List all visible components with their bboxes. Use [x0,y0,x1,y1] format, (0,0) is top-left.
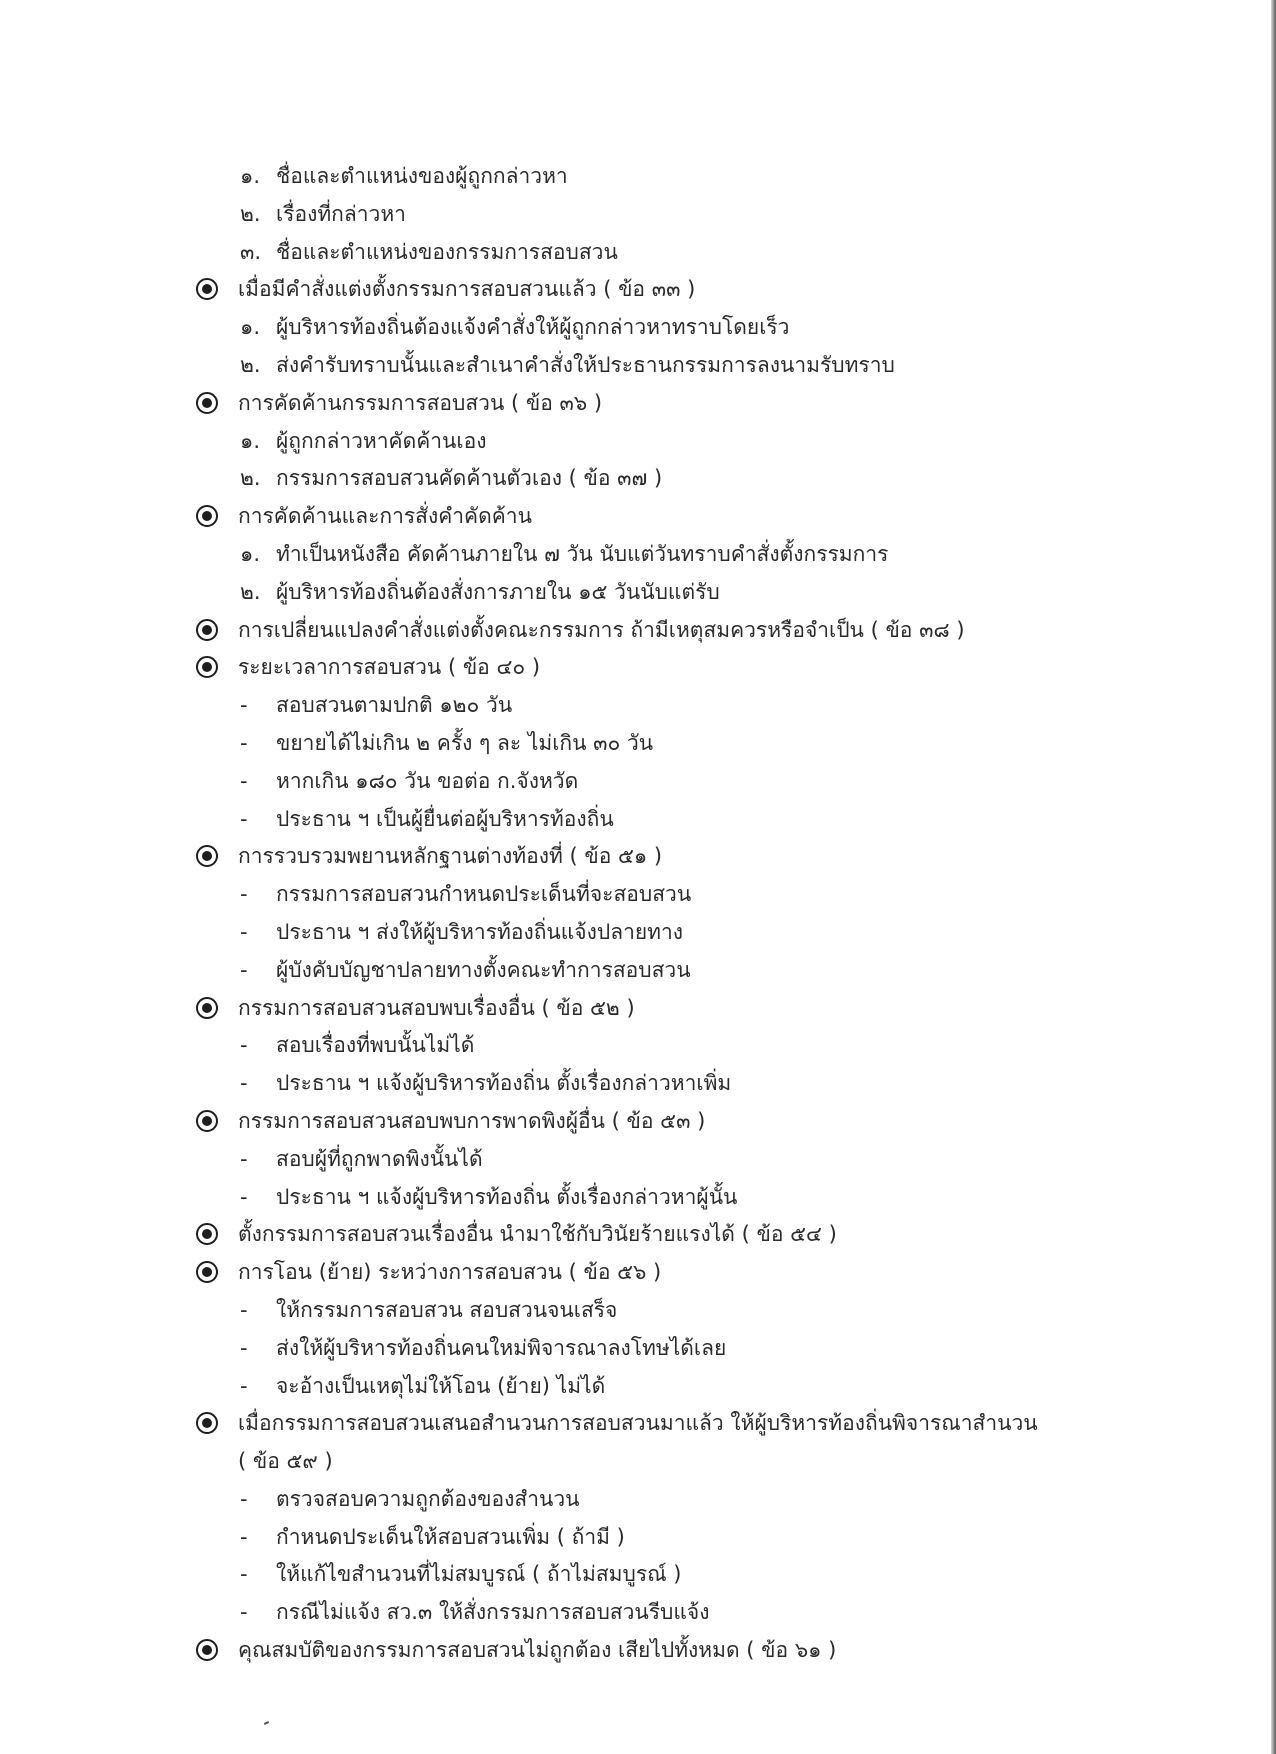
numbered-item [0,234,1200,272]
numbered-item [0,574,1200,612]
continuation-line [0,1443,1200,1481]
item-number: ๑. [240,541,261,566]
line-text: ประธาน ฯ ส่งให้ผู้บริหารท้องถิ่นแจ้งปลายทาง [276,919,684,944]
line-text: กรรมการสอบสวนคัดค้านตัวเอง ( ข้อ ๓๗ ) [276,466,663,491]
dash-marker: - [240,730,248,755]
line-text: ผู้บริหารท้องถิ่นต้องสั่งการภายใน ๑๕ วันนับแต่รับ [276,579,720,604]
bullet-heading [0,271,1200,309]
dash-marker: - [240,1373,248,1398]
line-text: ผู้ถูกกล่าวหาคัดค้านเอง [276,428,487,453]
line-text: การโอน (ย้าย) ระหว่างการสอบสวน ( ข้อ ๕๖ ) [238,1260,662,1285]
line-text: ระยะเวลาการสอบสวน ( ข้อ ๔๐ ) [238,655,541,680]
dash-marker: - [240,1335,248,1360]
dash-item [0,876,1200,914]
numbered-item [0,158,1200,196]
circle-bullet-icon [196,1223,218,1245]
dash-marker: - [240,1486,248,1511]
circle-bullet-icon [196,505,218,527]
line-text: กำหนดประเด็นให้สอบสวนเพิ่ม ( ถ้ามี ) [276,1524,625,1549]
document-page [0,158,1200,1670]
circle-bullet-icon [196,1639,218,1661]
line-text: ตั้งกรรมการสอบสวนเรื่องอื่น นำมาใช้กับวินัยร้ายแรงได้ ( ข้อ ๕๔ ) [238,1222,837,1247]
line-text: ส่งคำรับทราบนั้นและสำเนาคำสั่งให้ประธานกรรมการลงนามรับทราบ [276,352,895,377]
dash-marker: - [240,1033,248,1058]
line-text: ทำเป็นหนังสือ คัดค้านภายใน ๗ วัน นับแต่วันทราบคำสั่งตั้งกรรมการ [276,541,889,566]
dash-marker: - [240,1146,248,1171]
line-text: สอบเรื่องที่พบนั้นไม่ได้ [276,1033,475,1058]
dash-marker: - [240,693,248,718]
numbered-item [0,309,1200,347]
line-text: การรวบรวมพยานหลักฐานต่างท้องที่ ( ข้อ ๕๑ ) [238,844,663,869]
numbered-item [0,536,1200,574]
bullet-heading [0,649,1200,687]
numbered-item [0,196,1200,234]
circle-bullet-icon [196,392,218,414]
bullet-heading [0,1405,1200,1443]
item-number: ๑. [240,164,261,188]
dash-item [0,725,1200,763]
page-edge-shadow [1271,0,1276,1754]
circle-bullet-icon [196,278,218,300]
dash-item [0,1065,1200,1103]
dash-item [0,763,1200,801]
dash-marker: - [240,957,248,982]
line-text: ประธาน ฯ แจ้งผู้บริหารท้องถิ่น ตั้งเรื่องกล่าวหาผู้นั้น [276,1184,738,1209]
dash-item [0,1141,1200,1179]
dash-marker: - [240,1297,248,1322]
dash-marker: - [240,1524,248,1549]
dash-marker: - [240,1184,248,1209]
line-text: เมื่อกรรมการสอบสวนเสนอสำนวนการสอบสวนมาแล้ว ให้ผู้บริหารท้องถิ่นพิจารณาสำนวน [238,1411,1038,1436]
dash-marker: - [240,1071,248,1096]
line-text: การคัดค้านกรรมการสอบสวน ( ข้อ ๓๖ ) [238,390,603,415]
dash-marker: - [240,882,248,907]
line-text: หากเกิน ๑๘๐ วัน ขอต่อ ก.จังหวัด [276,768,579,793]
item-number: ๒. [240,201,261,226]
item-number: ๒. [240,352,261,377]
line-text: ขยายได้ไม่เกิน ๒ ครั้ง ๆ ละ ไม่เกิน ๓๐ วัน [276,730,654,755]
line-text: กรรมการสอบสวนกำหนดประเด็นที่จะสอบสวน [276,882,692,907]
line-text: ส่งให้ผู้บริหารท้องถิ่นคนใหม่พิจารณาลงโทษได้เลย [276,1335,727,1360]
line-text: สอบสวนตามปกติ ๑๒๐ วัน [276,693,513,718]
line-text: การเปลี่ยนแปลงคำสั่งแต่งตั้งคณะกรรมการ ถ้ามีเหตุสมควรหรือจำเป็น ( ข้อ ๓๘ ) [238,617,965,642]
line-text: จะอ้างเป็นเหตุไม่ให้โอน (ย้าย) ไม่ได้ [276,1373,606,1398]
dash-marker: - [240,768,248,793]
line-text: เรื่องที่กล่าวหา [276,201,406,226]
line-text: กรรมการสอบสวนสอบพบเรื่องอื่น ( ข้อ ๕๒ ) [238,995,635,1020]
bullet-heading [0,1254,1200,1292]
bullet-heading [0,498,1200,536]
dash-item [0,1330,1200,1368]
line-text: สอบผู้ที่ถูกพาดพิงนั้นได้ [276,1146,483,1171]
line-text: ชื่อและตำแหน่งของกรรมการสอบสวน [276,239,618,264]
dash-item [0,1594,1200,1632]
numbered-item [0,347,1200,385]
dash-item [0,1027,1200,1065]
dash-item [0,1481,1200,1519]
dash-item [0,687,1200,725]
line-text: คุณสมบัติของกรรมการสอบสวนไม่ถูกต้อง เสียไปทั้งหมด ( ข้อ ๖๑ ) [238,1638,837,1663]
item-number: ๓. [240,239,262,264]
line-text: ให้แก้ไขสำนวนที่ไม่สมบูรณ์ ( ถ้าไม่สมบูรณ์ ) [276,1562,682,1587]
dash-item [0,1519,1200,1557]
dash-marker: - [240,1562,248,1587]
circle-bullet-icon [196,1261,218,1283]
line-text: เมื่อมีคำสั่งแต่งตั้งกรรมการสอบสวนแล้ว ( ข้อ ๓๓ ) [238,277,696,302]
bullet-heading [0,385,1200,423]
circle-bullet-icon [196,997,218,1019]
numbered-item [0,423,1200,461]
line-text: ประธาน ฯ เป็นผู้ยื่นต่อผู้บริหารท้องถิ่น [276,806,614,831]
bullet-heading [0,838,1200,876]
line-text: กรรมการสอบสวนสอบพบการพาดพิงผู้อื่น ( ข้อ ๕๓ ) [238,1108,706,1133]
item-number: ๑. [240,315,261,340]
line-text: ตรวจสอบความถูกต้องของสำนวน [276,1486,580,1511]
line-text: ( ข้อ ๕๙ ) [238,1449,333,1474]
line-text: ผู้บริหารท้องถิ่นต้องแจ้งคำสั่งให้ผู้ถูกกล่าวหาทราบโดยเร็ว [276,315,790,340]
circle-bullet-icon [196,656,218,678]
circle-bullet-icon [196,845,218,867]
item-number: ๒. [240,466,261,491]
circle-bullet-icon [196,619,218,641]
circle-bullet-icon [196,1412,218,1434]
line-text: การคัดค้านและการสั่งคำคัดค้าน [238,504,532,529]
scan-speck [264,1721,269,1725]
item-number: ๒. [240,579,261,604]
bullet-heading [0,1216,1200,1254]
bullet-heading [0,990,1200,1028]
dash-item [0,914,1200,952]
line-text: ให้กรรมการสอบสวน สอบสวนจนเสร็จ [276,1297,618,1322]
dash-marker: - [240,1600,248,1625]
bullet-heading [0,612,1200,650]
line-text: ประธาน ฯ แจ้งผู้บริหารท้องถิ่น ตั้งเรื่องกล่าวหาเพิ่ม [276,1071,732,1096]
dash-marker: - [240,919,248,944]
numbered-item [0,460,1200,498]
dash-marker: - [240,806,248,831]
line-text: ชื่อและตำแหน่งของผู้ถูกกล่าวหา [276,164,568,188]
dash-item [0,1368,1200,1406]
dash-item [0,1179,1200,1217]
dash-item [0,952,1200,990]
line-text: กรณีไม่แจ้ง สว.๓ ให้สั่งกรรมการสอบสวนรีบแจ้ง [276,1600,710,1625]
item-number: ๑. [240,428,261,453]
bullet-heading [0,1103,1200,1141]
dash-item [0,801,1200,839]
dash-item [0,1556,1200,1594]
line-text: ผู้บังคับบัญชาปลายทางตั้งคณะทำการสอบสวน [276,957,691,982]
dash-item [0,1292,1200,1330]
bullet-heading [0,1632,1200,1670]
circle-bullet-icon [196,1110,218,1132]
